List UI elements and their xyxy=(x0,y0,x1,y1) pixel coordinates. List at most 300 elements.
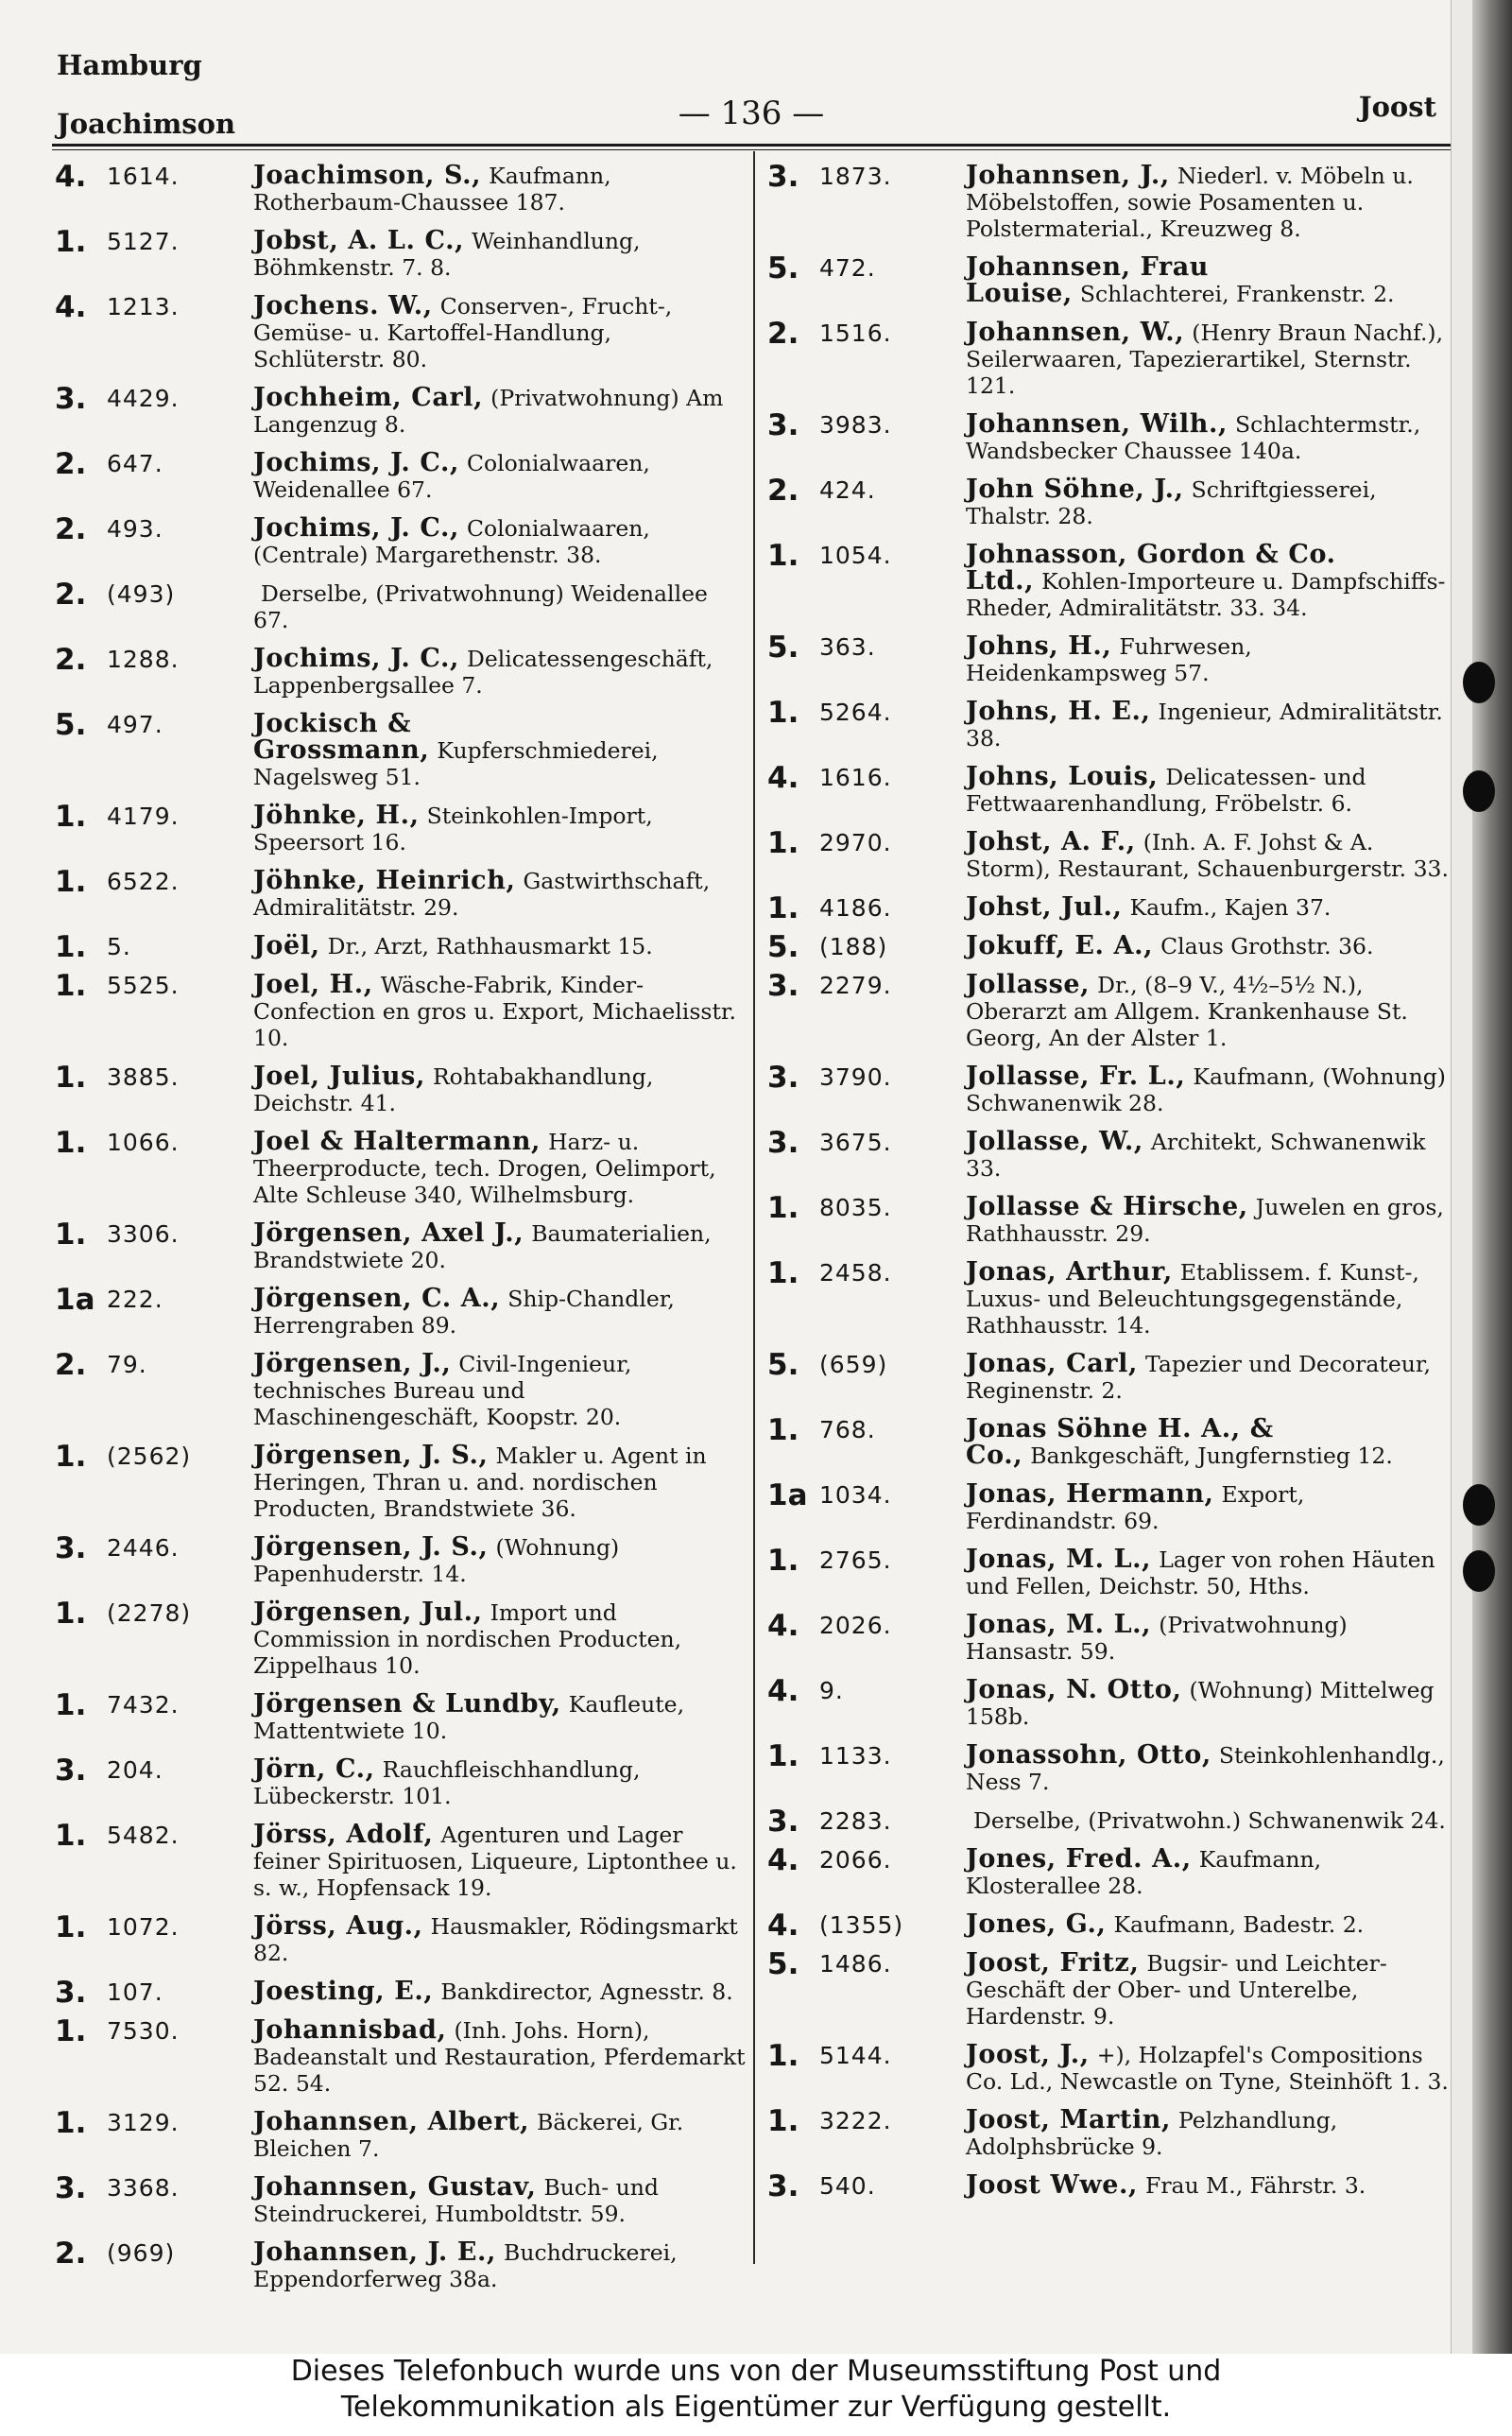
directory-entry xyxy=(55,1976,747,2010)
subscriber-name: Joël, xyxy=(253,931,320,960)
subscriber-details: (Inh. Johs. Horn), Badeanstalt und Restauration, Pferdemarkt 52. 54. xyxy=(253,2017,746,2097)
directory-entry xyxy=(55,512,747,568)
header-rule xyxy=(52,144,1479,147)
subscriber-name: Jochims, J. C., xyxy=(253,644,459,673)
phone-number: 79. xyxy=(107,1351,147,1378)
subscriber-details: (Wohnung) Papenhuderstr. 14. xyxy=(253,1534,620,1587)
subscriber-details: Ship-Chandler, Herrengraben 89. xyxy=(253,1286,675,1339)
exchange-zone: 2. xyxy=(767,317,799,351)
entry-body xyxy=(966,1546,1459,1599)
phone-number: 424. xyxy=(819,476,876,504)
exchange-zone: 1. xyxy=(55,1061,87,1095)
footer-line: Dieses Telefonbuch wurde uns von der Museumsstiftung Post und xyxy=(290,2355,1222,2388)
phone-number: 3790. xyxy=(819,1063,892,1091)
entry-body xyxy=(966,1259,1459,1339)
entry-body xyxy=(966,1351,1459,1404)
entry-body xyxy=(253,1756,747,1809)
subscriber-name: Jörgensen, Axel J., xyxy=(253,1218,524,1248)
subscriber-name: Jonassohn, Otto, xyxy=(966,1740,1211,1770)
punch-hole xyxy=(1463,770,1495,812)
subscriber-name: Joel, H., xyxy=(253,970,373,999)
entry-body xyxy=(966,764,1459,817)
directory-entry xyxy=(767,1546,1459,1599)
exchange-zone: 1. xyxy=(767,891,799,925)
phone-number: (969) xyxy=(107,2239,176,2267)
directory-entry xyxy=(55,969,747,1051)
phone-number: 540. xyxy=(819,2172,876,2200)
entry-body xyxy=(966,163,1459,242)
subscriber-details: Tapezier und Decorateur, Reginenstr. 2. xyxy=(966,1351,1431,1404)
subscriber-details: Colonialwaaren, (Centrale) Margarethenstr. 38. xyxy=(253,515,650,568)
subscriber-name: Johns, H., xyxy=(966,631,1112,661)
subscriber-name: Johannsen, Albert, xyxy=(253,2107,530,2136)
subscriber-name: Jochens. W., xyxy=(253,291,433,320)
entry-body xyxy=(253,1691,747,1744)
directory-entry xyxy=(767,2104,1459,2160)
subscriber-details: (Privatwohnung) Hansastr. 59. xyxy=(966,1612,1348,1665)
directory-entry xyxy=(767,930,1459,964)
subscriber-name: Johns, Louis, xyxy=(966,762,1159,791)
directory-entry xyxy=(767,969,1459,1051)
subscriber-details: Kaufmann, (Wohnung) Schwanenwik 28. xyxy=(966,1063,1446,1116)
entry-body xyxy=(966,2042,1459,2095)
exchange-zone: 4. xyxy=(767,1909,799,1943)
phone-number: 647. xyxy=(107,450,163,477)
phone-number: 8035. xyxy=(819,1194,892,1221)
subscriber-name: Joost Wwe., xyxy=(966,2170,1139,2200)
entry-body xyxy=(966,1481,1459,1534)
subscriber-details: Derselbe, (Privatwohn.) Schwanenwik 24. xyxy=(973,1807,1446,1834)
subscriber-name: Jörgensen, J. S., xyxy=(253,1441,489,1470)
exchange-zone: 1. xyxy=(55,1126,87,1160)
directory-entry xyxy=(55,290,747,372)
subscriber-details: Schlachterei, Frankenstr. 2. xyxy=(1079,281,1395,307)
entry-body xyxy=(966,542,1459,621)
entry-body xyxy=(253,228,747,281)
entry-body xyxy=(253,933,747,959)
phone-number: 5525. xyxy=(107,972,180,999)
entry-body xyxy=(966,1807,1459,1834)
directory-entry xyxy=(767,1609,1459,1665)
exchange-zone: 1. xyxy=(55,225,87,259)
entry-body xyxy=(966,829,1459,882)
punch-hole xyxy=(1463,662,1495,703)
directory-entry xyxy=(55,1819,747,1901)
subscriber-details: Weinhandlung, Böhmkenstr. 7. 8. xyxy=(253,228,641,281)
phone-number: 363. xyxy=(819,633,876,661)
phone-number: (493) xyxy=(107,580,176,608)
entry-body xyxy=(966,1612,1459,1665)
phone-number: 107. xyxy=(107,1978,163,2006)
directory-entry xyxy=(767,1739,1459,1795)
directory-entry xyxy=(55,2171,747,2227)
entry-body xyxy=(253,515,747,568)
subscriber-name: Jonas, Arthur, xyxy=(966,1257,1173,1287)
phone-number: (188) xyxy=(819,933,888,960)
entry-body xyxy=(253,2239,747,2292)
exchange-zone: 1. xyxy=(55,2014,87,2048)
phone-number: 1072. xyxy=(107,1913,180,1941)
entry-body xyxy=(253,1534,747,1587)
subscriber-name: Johannsen, Gustav, xyxy=(253,2172,537,2202)
subscriber-name: Johannsen, J. E., xyxy=(253,2237,497,2267)
entry-body xyxy=(966,320,1459,399)
directory-entry xyxy=(767,2039,1459,2095)
subscriber-details: Kaufm., Kajen 37. xyxy=(1129,894,1332,921)
entry-body xyxy=(253,1913,747,1966)
phone-number: 1873. xyxy=(819,163,892,190)
directory-entry xyxy=(55,1440,747,1522)
directory-entry xyxy=(55,1283,747,1339)
phone-number: (659) xyxy=(819,1351,888,1378)
subscriber-details: Steinkohlen-Import, Speersort 16. xyxy=(253,803,653,855)
directory-entry xyxy=(767,633,1459,686)
exchange-zone: 1. xyxy=(767,1191,799,1225)
phone-number: 3129. xyxy=(107,2109,180,2136)
subscriber-details: Schlachtermstr., Wandsbecker Chaussee 140a. xyxy=(966,411,1421,464)
subscriber-details: Dr., (8–9 V., 4½–5½ N.), Oberarzt am Allgem. Krankenhause St. Georg, An der Alster 1. xyxy=(966,972,1408,1051)
subscriber-details: Kaufmann, Badestr. 2. xyxy=(1113,1911,1365,1938)
subscriber-name: Johannsen, J., xyxy=(966,161,1170,190)
phone-number: 6522. xyxy=(107,868,180,895)
binding-edge xyxy=(1472,0,1512,2354)
last-entry-word: Joost xyxy=(1358,91,1436,123)
directory-entry xyxy=(55,800,747,855)
phone-number: 2765. xyxy=(819,1546,892,1574)
exchange-zone: 2. xyxy=(55,578,87,612)
directory-entry xyxy=(767,1843,1459,1899)
exchange-zone: 4. xyxy=(55,290,87,324)
exchange-zone: 5. xyxy=(55,708,87,742)
exchange-zone: 1. xyxy=(55,1218,87,1252)
subscriber-name: Jörgensen, C. A., xyxy=(253,1284,501,1313)
directory-entry xyxy=(767,1805,1459,1839)
subscriber-details: Export, Ferdinandstr. 69. xyxy=(966,1481,1305,1534)
phone-number: 3983. xyxy=(819,411,892,439)
subscriber-name: Jörgensen, Jul., xyxy=(253,1598,483,1627)
subscriber-details: Gastwirthschaft, Admiralitätstr. 29. xyxy=(253,868,711,921)
subscriber-details: Etablissem. f. Kunst-, Luxus- und Beleuchtungsgegenstände, Rathhausstr. 14. xyxy=(966,1259,1419,1339)
phone-number: 1213. xyxy=(107,293,180,320)
subscriber-details: Kohlen-Importeure u. Dampfschiffs-Rheder, Admiralitätstr. 33. 34. xyxy=(966,568,1446,621)
entry-body xyxy=(253,293,747,372)
subscriber-details: Harz- u. Theerproducte, tech. Drogen, Oelimport, Alte Schleuse 340, Wilhelmsburg. xyxy=(253,1129,716,1208)
phone-number: (2562) xyxy=(107,1443,192,1470)
directory-entry xyxy=(767,696,1459,752)
directory-entry xyxy=(55,1599,747,1679)
phone-number: 9. xyxy=(819,1677,844,1704)
subscriber-details: (Privatwohnung) Am Langenzug 8. xyxy=(253,385,724,438)
exchange-zone: 3. xyxy=(55,382,87,416)
subscriber-details: Kupferschmiederei, Nagelsweg 51. xyxy=(253,737,659,790)
phone-number: 3885. xyxy=(107,1063,180,1091)
subscriber-details: Delicatessen- und Fettwaarenhandlung, Fröbelstr. 6. xyxy=(966,764,1366,817)
subscriber-name: Jochheim, Carl, xyxy=(253,383,484,412)
phone-number: 1516. xyxy=(819,320,892,347)
entry-body xyxy=(253,163,747,216)
entry-body xyxy=(966,894,1459,921)
exchange-zone: 5. xyxy=(767,930,799,964)
subscriber-name: Johnasson, Gordon & Co. Ltd., xyxy=(966,540,1336,596)
phone-number: 7530. xyxy=(107,2017,180,2045)
subscriber-details: Dr., Arzt, Rathhausmarkt 15. xyxy=(327,933,653,959)
directory-entry xyxy=(55,1220,747,1273)
subscriber-details: Niederl. v. Möbeln u. Möbelstoffen, sowie Posamenten u. Polstermaterial., Kreuzweg 8. xyxy=(966,163,1414,242)
entry-body xyxy=(253,803,747,855)
exchange-zone: 2. xyxy=(55,512,87,546)
entry-body xyxy=(253,1220,747,1273)
copyright-footer xyxy=(0,2354,1512,2436)
page-number: — 136 — xyxy=(678,95,825,132)
exchange-zone: 1. xyxy=(767,1413,799,1447)
exchange-zone: 3. xyxy=(55,1531,87,1565)
phone-number: 4179. xyxy=(107,803,180,830)
header-rule-thin xyxy=(52,149,1479,150)
subscriber-name: Joel, Julius, xyxy=(253,1062,425,1091)
phone-number: (1355) xyxy=(819,1911,904,1939)
exchange-zone: 1. xyxy=(767,826,799,860)
entry-body xyxy=(253,580,747,633)
exchange-zone: 1. xyxy=(55,1597,87,1631)
entry-body xyxy=(966,1677,1459,1730)
exchange-zone: 2. xyxy=(55,1348,87,1382)
exchange-zone: 1. xyxy=(767,1256,799,1290)
directory-entry xyxy=(767,476,1459,529)
subscriber-details: +), Holzapfel's Compositions Co. Ld., Newcastle on Tyne, Steinhöft 1. 3. xyxy=(966,2042,1449,2095)
directory-entry xyxy=(767,1191,1459,1247)
entry-body xyxy=(253,2017,747,2097)
subscriber-details: Bankgeschäft, Jungfernstieg 12. xyxy=(1030,1443,1393,1469)
phone-number: 4429. xyxy=(107,385,180,412)
exchange-zone: 5. xyxy=(767,1348,799,1382)
phone-number: 1616. xyxy=(819,764,892,791)
entry-body xyxy=(966,1846,1459,1899)
subscriber-name: Jörgensen, J. S., xyxy=(253,1532,489,1562)
entry-body xyxy=(253,972,747,1051)
directory-entry xyxy=(55,1688,747,1744)
entry-body xyxy=(253,2109,747,2162)
punch-hole xyxy=(1463,1550,1495,1592)
subscriber-details: Baumaterialien, Brandstwiete 20. xyxy=(253,1220,712,1273)
exchange-zone: 2. xyxy=(55,643,87,677)
exchange-zone: 1. xyxy=(55,2106,87,2140)
subscriber-details: (Henry Braun Nachf.), Seilerwaaren, Tapezierartikel, Sternstr. 121. xyxy=(966,320,1444,399)
subscriber-details: Bugsir- und Leichter-Geschäft der Ober- und Unterelbe, Hardenstr. 9. xyxy=(966,1950,1387,2030)
phone-number: 1614. xyxy=(107,163,180,190)
subscriber-name: Johannsen, Wilh., xyxy=(966,409,1228,439)
subscriber-name: Jonas, M. L., xyxy=(966,1545,1152,1574)
exchange-zone: 3. xyxy=(767,2169,799,2203)
phone-number: (2278) xyxy=(107,1599,192,1627)
subscriber-name: Jöhnke, Heinrich, xyxy=(253,866,516,895)
directory-entry xyxy=(55,1126,747,1208)
exchange-zone: 3. xyxy=(767,408,799,442)
directory-entry xyxy=(55,2106,747,2162)
subscriber-details: Bankdirector, Agnesstr. 8. xyxy=(440,1978,733,2005)
subscriber-name: Jollasse & Hirsche, xyxy=(966,1192,1248,1221)
subscriber-details: Pelzhandlung, Adolphsbrücke 9. xyxy=(966,2107,1338,2160)
subscriber-details: Kaufleute, Mattentwiete 10. xyxy=(253,1691,685,1744)
phone-number: 1133. xyxy=(819,1742,892,1770)
subscriber-details: Conserven-, Frucht-, Gemüse- u. Kartoffel-Handlung, Schlüterstr. 80. xyxy=(253,293,673,372)
directory-entry xyxy=(55,1531,747,1587)
entry-body xyxy=(966,1742,1459,1795)
exchange-zone: 3. xyxy=(767,160,799,194)
exchange-zone: 3. xyxy=(767,1061,799,1095)
subscriber-details: Lager von rohen Häuten und Fellen, Deichstr. 50, Hths. xyxy=(966,1546,1435,1599)
subscriber-name: Jochims, J. C., xyxy=(253,448,459,477)
exchange-zone: 4. xyxy=(767,1674,799,1708)
entry-body xyxy=(966,699,1459,752)
subscriber-details: Buch- und Steindruckerei, Humboldtstr. 59. xyxy=(253,2174,659,2227)
entry-body xyxy=(253,1599,747,1679)
subscriber-name: Jörn, C., xyxy=(253,1754,375,1784)
exchange-zone: 1. xyxy=(55,930,87,964)
phone-number: 5127. xyxy=(107,228,180,255)
subscriber-name: Joost, J., xyxy=(966,2040,1090,2069)
subscriber-name: Johannisbad, xyxy=(253,2015,447,2045)
phone-number: 2283. xyxy=(819,1807,892,1835)
phone-number: 222. xyxy=(107,1286,163,1313)
directory-entry xyxy=(767,408,1459,464)
subscriber-name: Johst, Jul., xyxy=(966,892,1123,922)
subscriber-name: Jollasse, Fr. L., xyxy=(966,1062,1186,1091)
directory-entry xyxy=(767,826,1459,882)
subscriber-name: Jonas Söhne H. A., & Co., xyxy=(966,1414,1274,1470)
exchange-zone: 1. xyxy=(55,969,87,1003)
city-heading: Hamburg xyxy=(57,49,202,81)
subscriber-details: Schriftgiesserei, Thalstr. 28. xyxy=(966,476,1377,529)
punch-hole xyxy=(1463,1484,1495,1526)
exchange-zone: 5. xyxy=(767,251,799,285)
subscriber-name: Jochims, J. C., xyxy=(253,513,459,543)
entry-body xyxy=(966,1194,1459,1247)
exchange-zone: 1a xyxy=(55,1283,95,1317)
exchange-zone: 1. xyxy=(55,800,87,834)
phone-number: 5264. xyxy=(819,699,892,726)
directory-entry xyxy=(767,891,1459,925)
exchange-zone: 3. xyxy=(767,1126,799,1160)
subscriber-name: Jones, G., xyxy=(966,1909,1107,1939)
subscriber-name: Jollasse, xyxy=(966,970,1091,999)
subscriber-name: Jonas, N. Otto, xyxy=(966,1675,1182,1704)
directory-entry xyxy=(55,382,747,438)
directory-entry xyxy=(767,1413,1459,1470)
subscriber-name: Joost, Martin, xyxy=(966,2105,1172,2134)
subscriber-details: Architekt, Schwanenwik 33. xyxy=(966,1129,1426,1182)
subscriber-details: Juwelen en gros, Rathhausstr. 29. xyxy=(966,1194,1444,1247)
exchange-zone: 4. xyxy=(767,761,799,795)
entry-body xyxy=(966,1129,1459,1182)
subscriber-name: Jonas, M. L., xyxy=(966,1610,1152,1639)
phone-number: 3675. xyxy=(819,1129,892,1156)
exchange-zone: 2. xyxy=(55,2237,87,2271)
directory-entry xyxy=(767,1256,1459,1339)
exchange-zone: 3. xyxy=(767,969,799,1003)
phone-number: 1066. xyxy=(107,1129,180,1156)
subscriber-name: Joel & Haltermann, xyxy=(253,1127,541,1156)
phone-number: 5144. xyxy=(819,2042,892,2069)
subscriber-name: Jonas, Carl, xyxy=(966,1349,1138,1378)
entry-body xyxy=(966,411,1459,464)
exchange-zone: 5. xyxy=(767,631,799,665)
exchange-zone: 5. xyxy=(767,1947,799,1981)
exchange-zone: 1. xyxy=(767,1544,799,1578)
subscriber-name: Joost, Fritz, xyxy=(966,1948,1140,1978)
subscriber-details: (Inh. A. F. Johst & A. Storm), Restaurant, Schauenburgerstr. 33. xyxy=(966,829,1449,882)
directory-entry xyxy=(767,761,1459,817)
subscriber-details: Steinkohlenhandlg., Ness 7. xyxy=(966,1742,1445,1795)
subscriber-details: Delicatessengeschäft, Lappenbergsallee 7. xyxy=(253,646,713,699)
subscriber-details: Makler u. Agent in Heringen, Thran u. and. nordischen Producten, Brandstwiete 36. xyxy=(253,1443,707,1522)
directory-entry xyxy=(55,930,747,964)
directory-entry xyxy=(55,1910,747,1966)
phone-number: 5. xyxy=(107,933,131,960)
entry-body xyxy=(966,2107,1459,2160)
subscriber-name: Jobst, A. L. C., xyxy=(253,226,465,255)
exchange-zone: 1. xyxy=(55,1688,87,1722)
exchange-zone: 4. xyxy=(55,160,87,194)
phone-number: 1288. xyxy=(107,646,180,673)
subscriber-name: Johannsen, W., xyxy=(966,318,1185,347)
directory-entry xyxy=(767,1947,1459,2030)
subscriber-details: Frau M., Fährstr. 3. xyxy=(1145,2172,1366,2199)
exchange-zone: 1. xyxy=(55,1440,87,1474)
directory-entry xyxy=(55,643,747,699)
subscriber-name: Jokuff, E. A., xyxy=(966,931,1154,960)
entry-body xyxy=(253,1129,747,1208)
right-column xyxy=(767,160,1459,2211)
exchange-zone: 3. xyxy=(55,1754,87,1788)
subscriber-name: Jörss, Aug., xyxy=(253,1911,423,1941)
subscriber-details: Colonialwaaren, Weidenallee 67. xyxy=(253,450,650,503)
exchange-zone: 2. xyxy=(767,474,799,508)
footer-line: Telekommunikation als Eigentümer zur Verfügung gestellt. xyxy=(340,2391,1172,2424)
directory-entry xyxy=(55,2239,747,2292)
directory-entry xyxy=(55,580,747,633)
exchange-zone: 3. xyxy=(767,1805,799,1839)
entry-body xyxy=(966,633,1459,686)
phone-number: 2970. xyxy=(819,829,892,856)
directory-entry xyxy=(55,1063,747,1116)
subscriber-name: Johst, A. F., xyxy=(966,827,1136,856)
entry-body xyxy=(966,476,1459,529)
entry-body xyxy=(253,711,747,790)
entry-body xyxy=(966,254,1459,307)
phone-number: 5482. xyxy=(107,1822,180,1849)
directory-entry xyxy=(767,317,1459,399)
exchange-zone: 3. xyxy=(55,1976,87,2010)
subscriber-name: Johannsen, Frau Louise, xyxy=(966,252,1210,308)
directory-entry xyxy=(767,1909,1459,1943)
exchange-zone: 4. xyxy=(767,1843,799,1877)
entry-body xyxy=(253,1443,747,1522)
phone-number: 2026. xyxy=(819,1612,892,1639)
subscriber-details: Rauchfleischhandlung, Lübeckerstr. 101. xyxy=(253,1756,641,1809)
phone-number: 2279. xyxy=(819,972,892,999)
exchange-zone: 1. xyxy=(767,1739,799,1773)
phone-number: 493. xyxy=(107,515,163,543)
exchange-zone: 1. xyxy=(55,1910,87,1944)
phone-number: 2446. xyxy=(107,1534,180,1562)
entry-body xyxy=(966,1063,1459,1116)
entry-body xyxy=(966,1416,1459,1469)
entry-body xyxy=(253,1063,747,1116)
left-column xyxy=(55,160,747,2305)
entry-body xyxy=(253,1351,747,1430)
subscriber-name: John Söhne, J., xyxy=(966,475,1184,504)
directory-entry xyxy=(55,1756,747,1809)
